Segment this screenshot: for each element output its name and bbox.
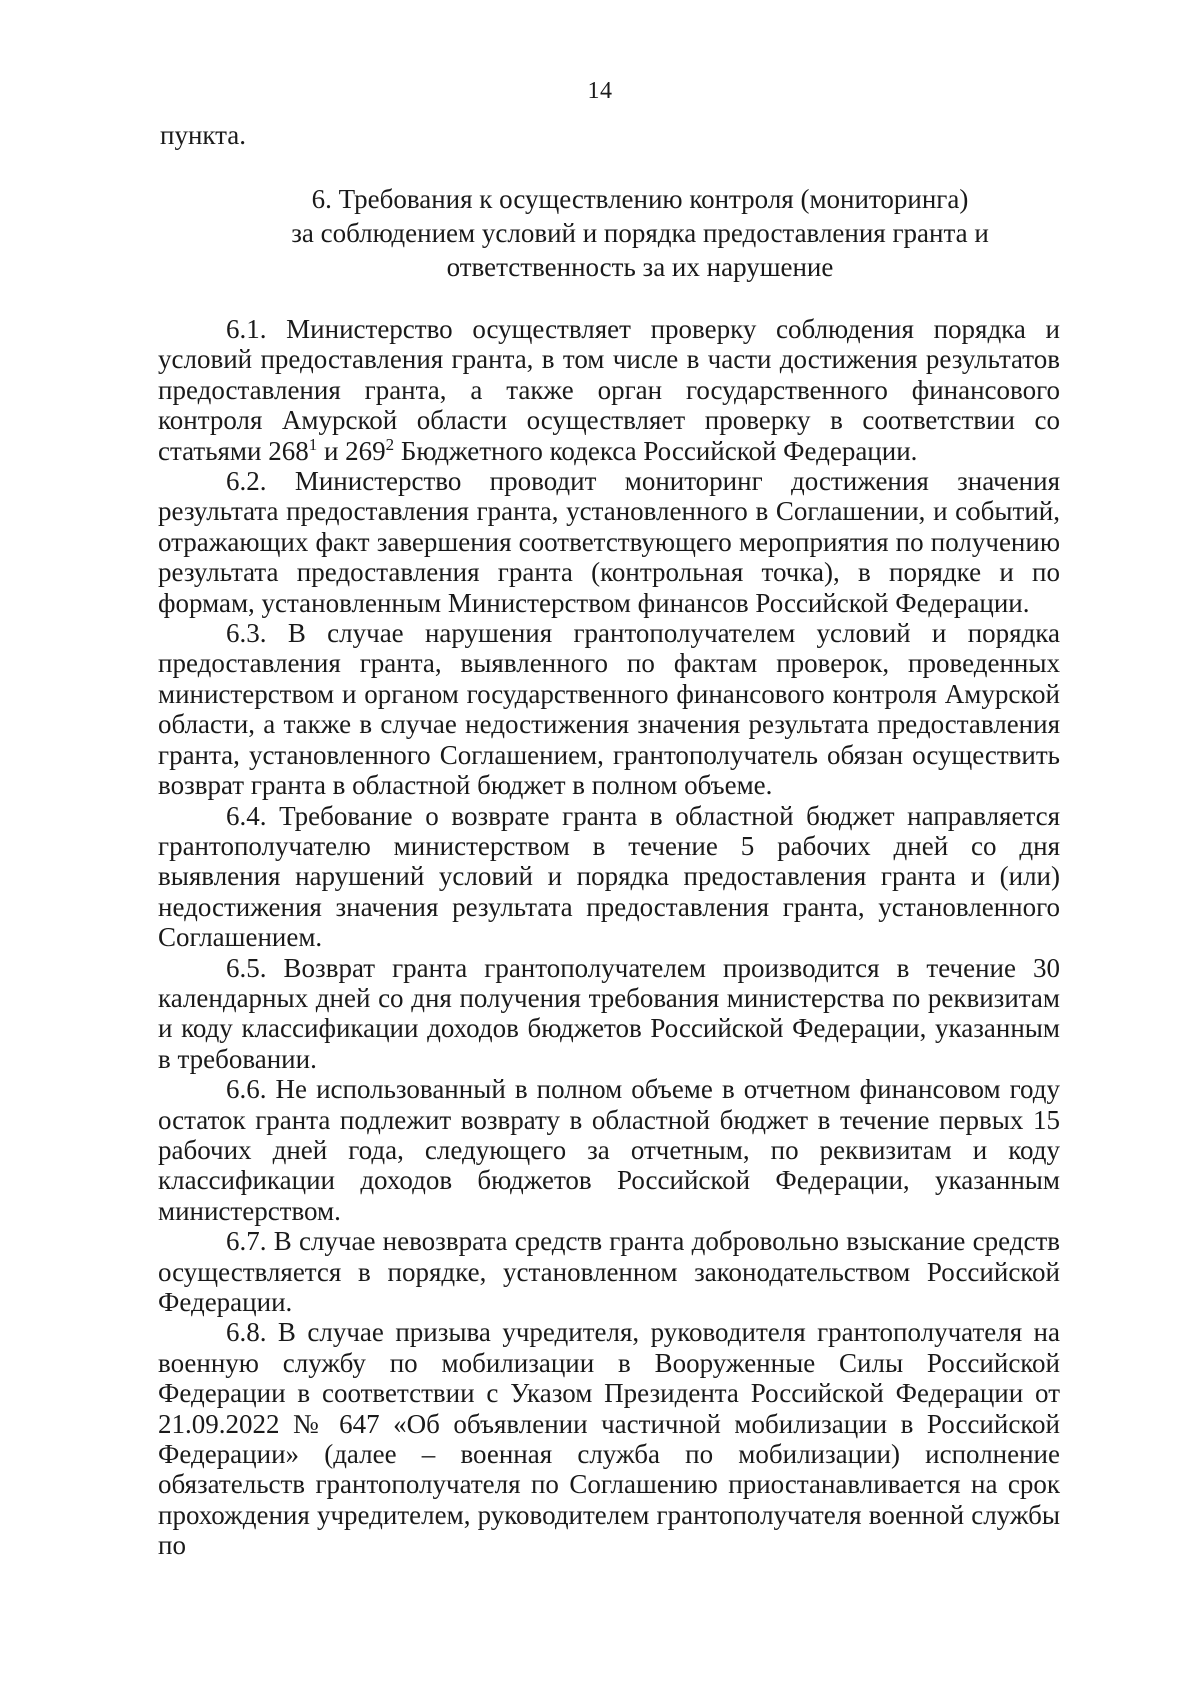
document-body <box>158 314 1060 1561</box>
paragraph-6-2: 6.2. Министерство проводит мониторинг достижения значения результата предоставления гранта, установленного в Соглашении, и событий, отражающих факт завершения соответствующего мероприятия по получению результата предоставления гранта (контрольная точка), в порядке и по формам, установленным Министерством финансов Российской Федерации. <box>158 466 1060 618</box>
superscript-1: 1 <box>308 434 318 454</box>
heading-line: ответственность за их нарушение <box>446 252 834 282</box>
heading-line: за соблюдением условий и порядка предоставления гранта и <box>291 218 989 248</box>
paragraph-6-3: 6.3. В случае нарушения грантополучателем условий и порядка предоставления гранта, выявленного по фактам проверок, проведенных министерством и органом государственного финансового контроля Амурской области, а также в случае недостижения значения результата предоставления гранта, установленного Соглашением, грантополучатель обязан осуществить возврат гранта в областной бюджет в полном объеме. <box>158 618 1060 801</box>
paragraph-6-4: 6.4. Требование о возврате гранта в областной бюджет направляется грантополучателю министерством в течение 5 рабочих дней со дня выявления нарушений условий и порядка предоставления гранта и (или) недостижения значения результата предоставления гранта, установленного Соглашением. <box>158 800 1060 953</box>
continuation-text: пункта. <box>160 120 247 150</box>
paragraph-6-7: 6.7. В случае невозврата средств гранта добровольно взыскание средств осуществляется в порядке, установленном законодательством Российской Федерации. <box>158 1226 1060 1317</box>
section-heading <box>230 182 1050 284</box>
paragraph-6-8: 6.8. В случае призыва учредителя, руководителя грантополучателя на военную службу по мобилизации в Вооруженные Силы Российской Федерации в соответствии с Указом Президента Российской Федерации от 21.09.2022 № 647 «Об объявлении частичной мобилизации в Российской Федерации» (далее – военная служба по мобилизации) исполнение обязательств грантополучателя по Соглашению приостанавливается на срок прохождения учредителем, руководителем грантополучателя военной службы по <box>158 1317 1060 1561</box>
paragraph-6-1-text-start: 6.1. Министерство осуществляет проверку соблюдения порядка и условий предоставления гранта, в том числе в части достижения результатов предоставления гранта, а также орган государственного финансового контроля Амурской области осуществляет проверку в соответствии со статьями 268 <box>158 314 1060 466</box>
paragraph-6-5: 6.5. Возврат гранта грантополучателем производится в течение 30 календарных дней со дня получения требования министерства по реквизитам и коду классификации доходов бюджетов Российской Федерации, указанным в требовании. <box>158 952 1060 1074</box>
paragraph-6-1-text-middle: и 269 <box>317 435 386 466</box>
superscript-2: 2 <box>385 434 395 454</box>
paragraph-6-6: 6.6. Не использованный в полном объеме в отчетном финансовом году остаток гранта подлежит возврату в областной бюджет в течение первых 15 рабочих дней года, следующего за отчетным, по реквизитам и коду классификации доходов бюджетов Российской Федерации, указанным министерством. <box>158 1074 1060 1226</box>
paragraph-6-1 <box>158 314 1060 466</box>
page-number: 14 <box>587 78 613 104</box>
heading-line: 6. Требования к осуществлению контроля (мониторинга) <box>311 184 969 214</box>
paragraph-6-1-text-end: Бюджетного кодекса Российской Федерации. <box>394 435 918 466</box>
